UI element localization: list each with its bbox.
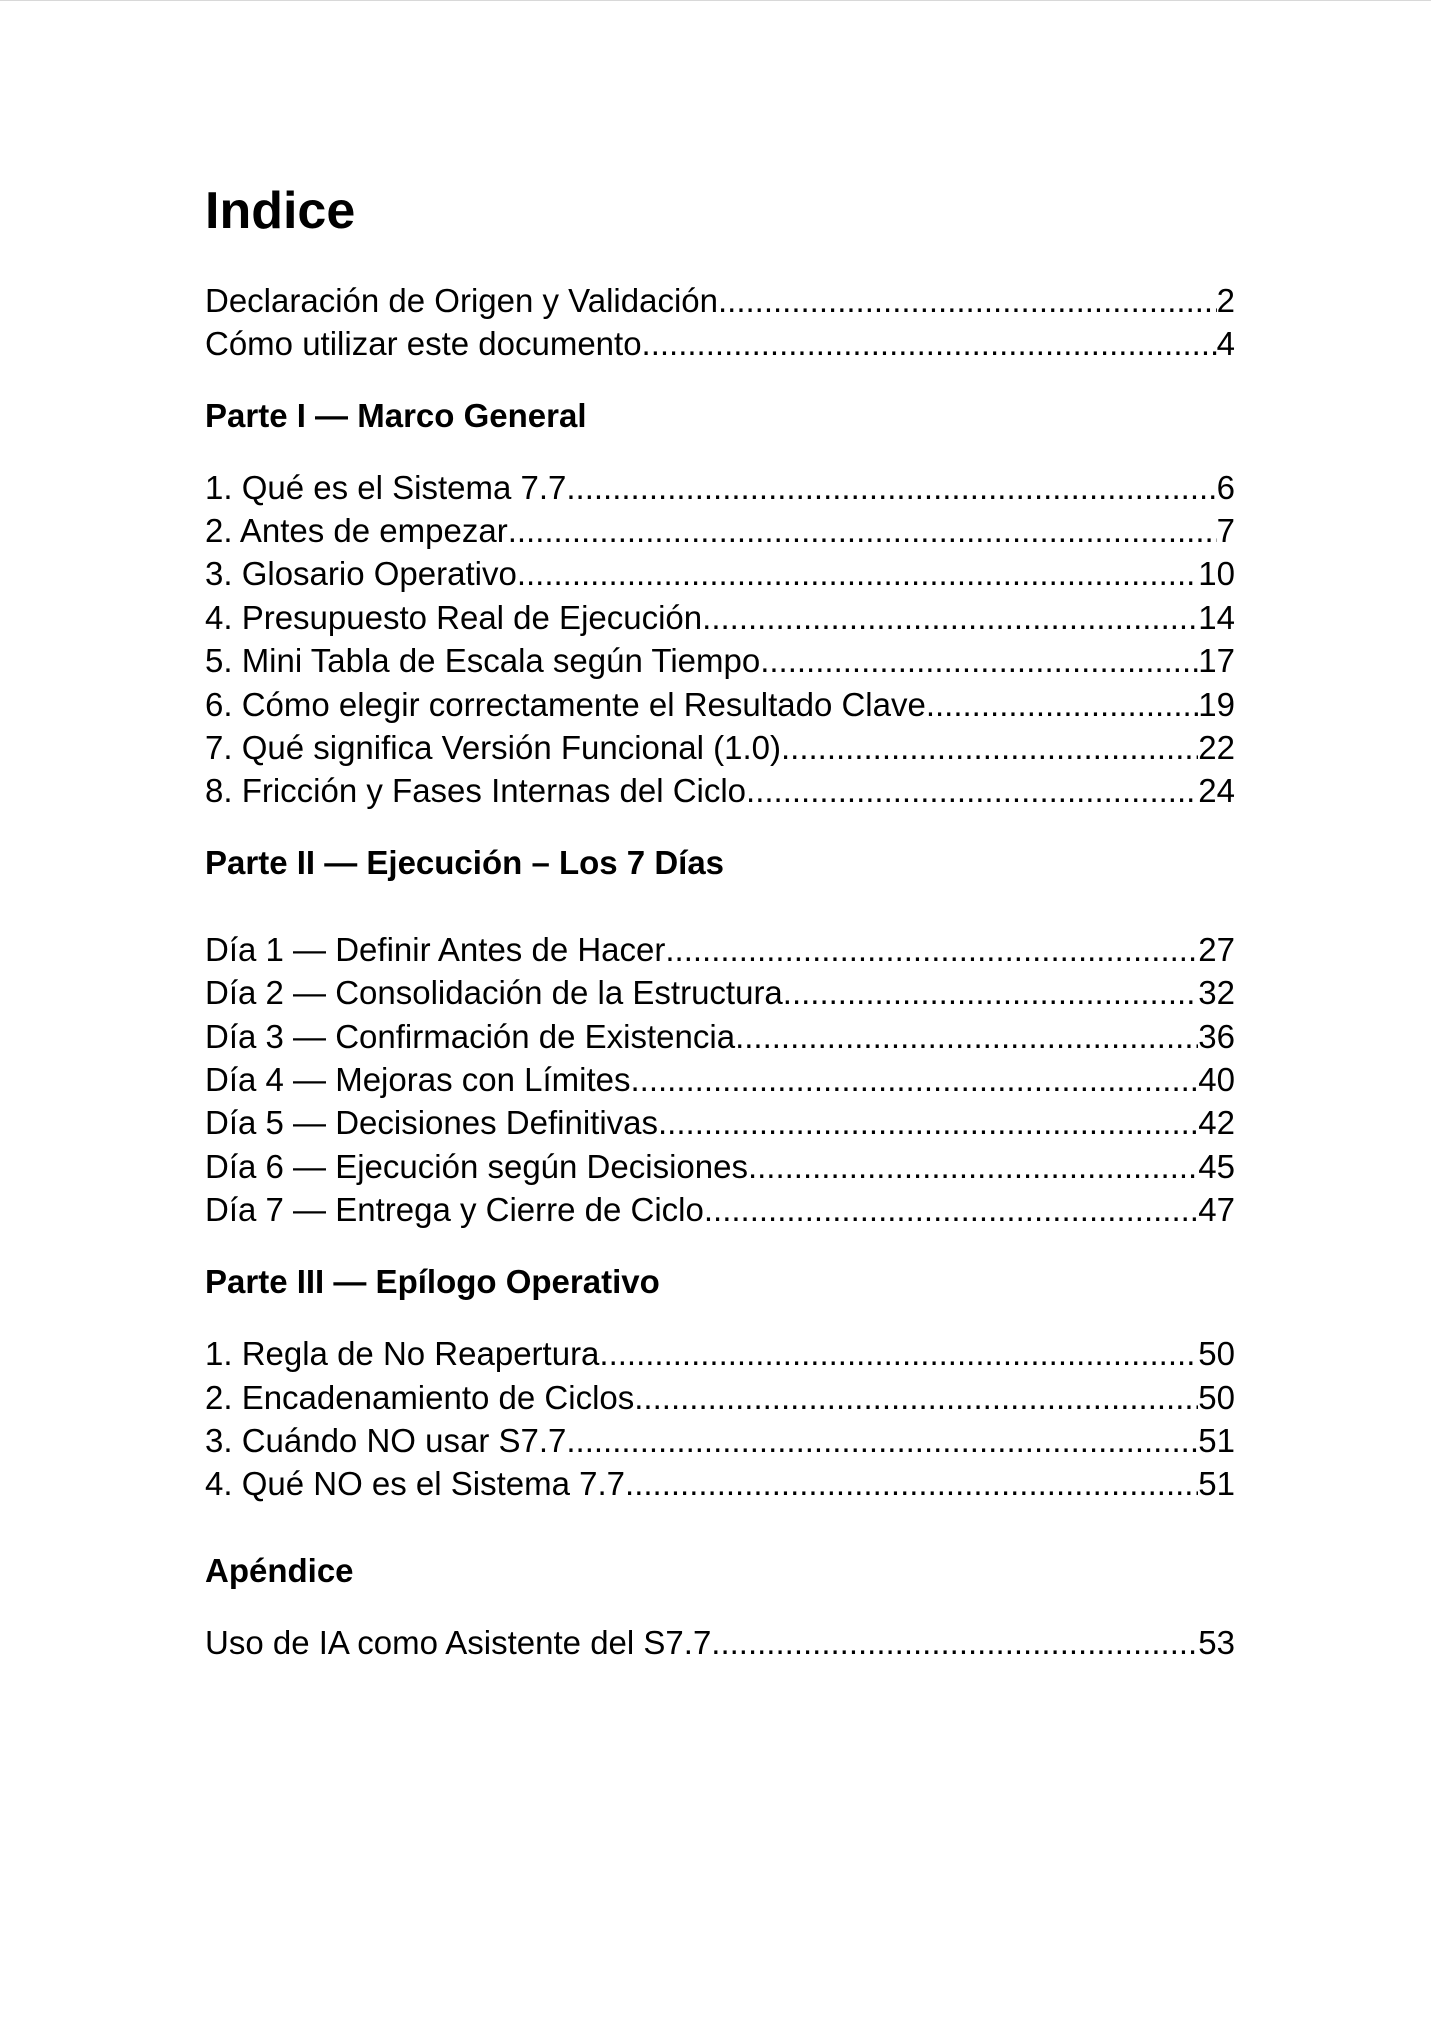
toc-page-number: 10 xyxy=(1198,555,1235,592)
dot-leader xyxy=(783,971,1198,1015)
toc-entry-label: 2. Antes de empezar xyxy=(205,512,508,549)
dot-leader xyxy=(658,1101,1198,1145)
toc-entry-label: 6. Cómo elegir correctamente el Resultado Clave xyxy=(205,686,926,723)
toc-entry-label: 8. Fricción y Fases Internas del Ciclo xyxy=(205,772,747,809)
toc-entry-label: Día 7 — Entrega y Cierre de Ciclo xyxy=(205,1191,704,1228)
toc-page-number: 47 xyxy=(1198,1191,1235,1228)
toc-entry[interactable] xyxy=(205,1145,1235,1189)
toc-page-number: 7 xyxy=(1216,512,1235,549)
section-heading-parte-3: Parte III — Epílogo Operativo xyxy=(205,1263,660,1300)
toc-entry-label: 5. Mini Tabla de Escala según Tiempo xyxy=(205,642,761,679)
toc-entry[interactable] xyxy=(205,928,1235,972)
toc-entry-label: 2. Encadenamiento de Ciclos xyxy=(205,1379,635,1416)
toc-page-number: 32 xyxy=(1198,974,1235,1011)
dot-leader xyxy=(702,596,1198,640)
dot-leader xyxy=(642,322,1217,366)
toc-entry[interactable] xyxy=(205,726,1235,770)
toc-entry-como-utilizar[interactable] xyxy=(205,322,1235,366)
toc-entry-label: Día 2 — Consolidación de la Estructura xyxy=(205,974,783,1011)
toc-entry-label: Día 4 — Mejoras con Límites xyxy=(205,1061,631,1098)
toc-entry-label: 7. Qué significa Versión Funcional (1.0) xyxy=(205,729,781,766)
toc-entry-declaracion[interactable] xyxy=(205,279,1235,323)
toc-page-number: 24 xyxy=(1198,772,1235,809)
toc-page-number: 51 xyxy=(1198,1465,1235,1502)
toc-entry[interactable] xyxy=(205,1419,1235,1463)
page-title: Indice xyxy=(205,182,356,240)
toc-page-number: 53 xyxy=(1198,1624,1235,1661)
toc-entry-label: 3. Glosario Operativo xyxy=(205,555,517,592)
toc-entry-label: Cómo utilizar este documento xyxy=(205,325,642,362)
toc-entry[interactable] xyxy=(205,683,1235,727)
dot-leader xyxy=(508,509,1217,553)
dot-leader xyxy=(566,1419,1198,1463)
toc-page-number: 6 xyxy=(1216,469,1235,506)
section-heading-parte-1: Parte I — Marco General xyxy=(205,397,587,434)
toc-entry-label: 1. Qué es el Sistema 7.7 xyxy=(205,469,567,506)
toc-entry[interactable] xyxy=(205,1332,1235,1376)
toc-entry[interactable] xyxy=(205,466,1235,510)
toc-entry-label: Declaración de Origen y Validación xyxy=(205,282,718,319)
dot-leader xyxy=(631,1058,1199,1102)
toc-page-number: 17 xyxy=(1198,642,1235,679)
toc-page-number: 45 xyxy=(1198,1148,1235,1185)
toc-entry[interactable] xyxy=(205,1621,1235,1665)
dot-leader xyxy=(735,1015,1198,1059)
toc-page-number: 4 xyxy=(1216,325,1235,362)
toc-page-number: 42 xyxy=(1198,1104,1235,1141)
dot-leader xyxy=(781,726,1198,770)
toc-entry-label: Día 5 — Decisiones Definitivas xyxy=(205,1104,659,1141)
toc-entry[interactable] xyxy=(205,1462,1235,1506)
toc-page-number: 2 xyxy=(1216,282,1235,319)
toc-entry-label: Uso de IA como Asistente del S7.7 xyxy=(205,1624,712,1661)
dot-leader xyxy=(704,1188,1198,1232)
dot-leader xyxy=(665,928,1198,972)
toc-page-number: 22 xyxy=(1198,729,1235,766)
toc-entry[interactable] xyxy=(205,971,1235,1015)
dot-leader xyxy=(718,279,1217,323)
dot-leader xyxy=(517,552,1198,596)
dot-leader xyxy=(625,1462,1198,1506)
toc-entry[interactable] xyxy=(205,769,1235,813)
toc-page-number: 50 xyxy=(1198,1335,1235,1372)
toc-page-number: 19 xyxy=(1198,686,1235,723)
toc-entry[interactable] xyxy=(205,639,1235,683)
dot-leader xyxy=(711,1621,1198,1665)
toc-entry-label: 1. Regla de No Reapertura xyxy=(205,1335,600,1372)
dot-leader xyxy=(760,639,1198,683)
dot-leader xyxy=(746,769,1198,813)
toc-entry-label: 4. Presupuesto Real de Ejecución xyxy=(205,599,703,636)
toc-page-number: 14 xyxy=(1198,599,1235,636)
toc-entry[interactable] xyxy=(205,509,1235,553)
section-heading-parte-2: Parte II — Ejecución – Los 7 Días xyxy=(205,844,725,881)
toc-entry-label: Día 3 — Confirmación de Existencia xyxy=(205,1018,736,1055)
toc-page-number: 40 xyxy=(1198,1061,1235,1098)
toc-page-number: 50 xyxy=(1198,1379,1235,1416)
toc-entry-label: 3. Cuándo NO usar S7.7 xyxy=(205,1422,567,1459)
toc-entry-label: 4. Qué NO es el Sistema 7.7 xyxy=(205,1465,626,1502)
dot-leader xyxy=(926,683,1198,727)
dot-leader xyxy=(599,1332,1198,1376)
toc-entry[interactable] xyxy=(205,1015,1235,1059)
toc-entry-label: Día 6 — Ejecución según Decisiones xyxy=(205,1148,748,1185)
toc-entry[interactable] xyxy=(205,1376,1235,1420)
toc-page-number: 51 xyxy=(1198,1422,1235,1459)
toc-entry[interactable] xyxy=(205,1188,1235,1232)
toc-entry[interactable] xyxy=(205,1058,1235,1102)
toc-page-number: 27 xyxy=(1198,931,1235,968)
toc-page-number: 36 xyxy=(1198,1018,1235,1055)
dot-leader xyxy=(634,1376,1198,1420)
toc-entry[interactable] xyxy=(205,552,1235,596)
toc-entry-label: Día 1 — Definir Antes de Hacer xyxy=(205,931,666,968)
dot-leader xyxy=(566,466,1216,510)
toc-entry[interactable] xyxy=(205,1101,1235,1145)
section-heading-apendice: Apéndice xyxy=(205,1552,354,1589)
dot-leader xyxy=(748,1145,1198,1189)
toc-entry[interactable] xyxy=(205,596,1235,640)
